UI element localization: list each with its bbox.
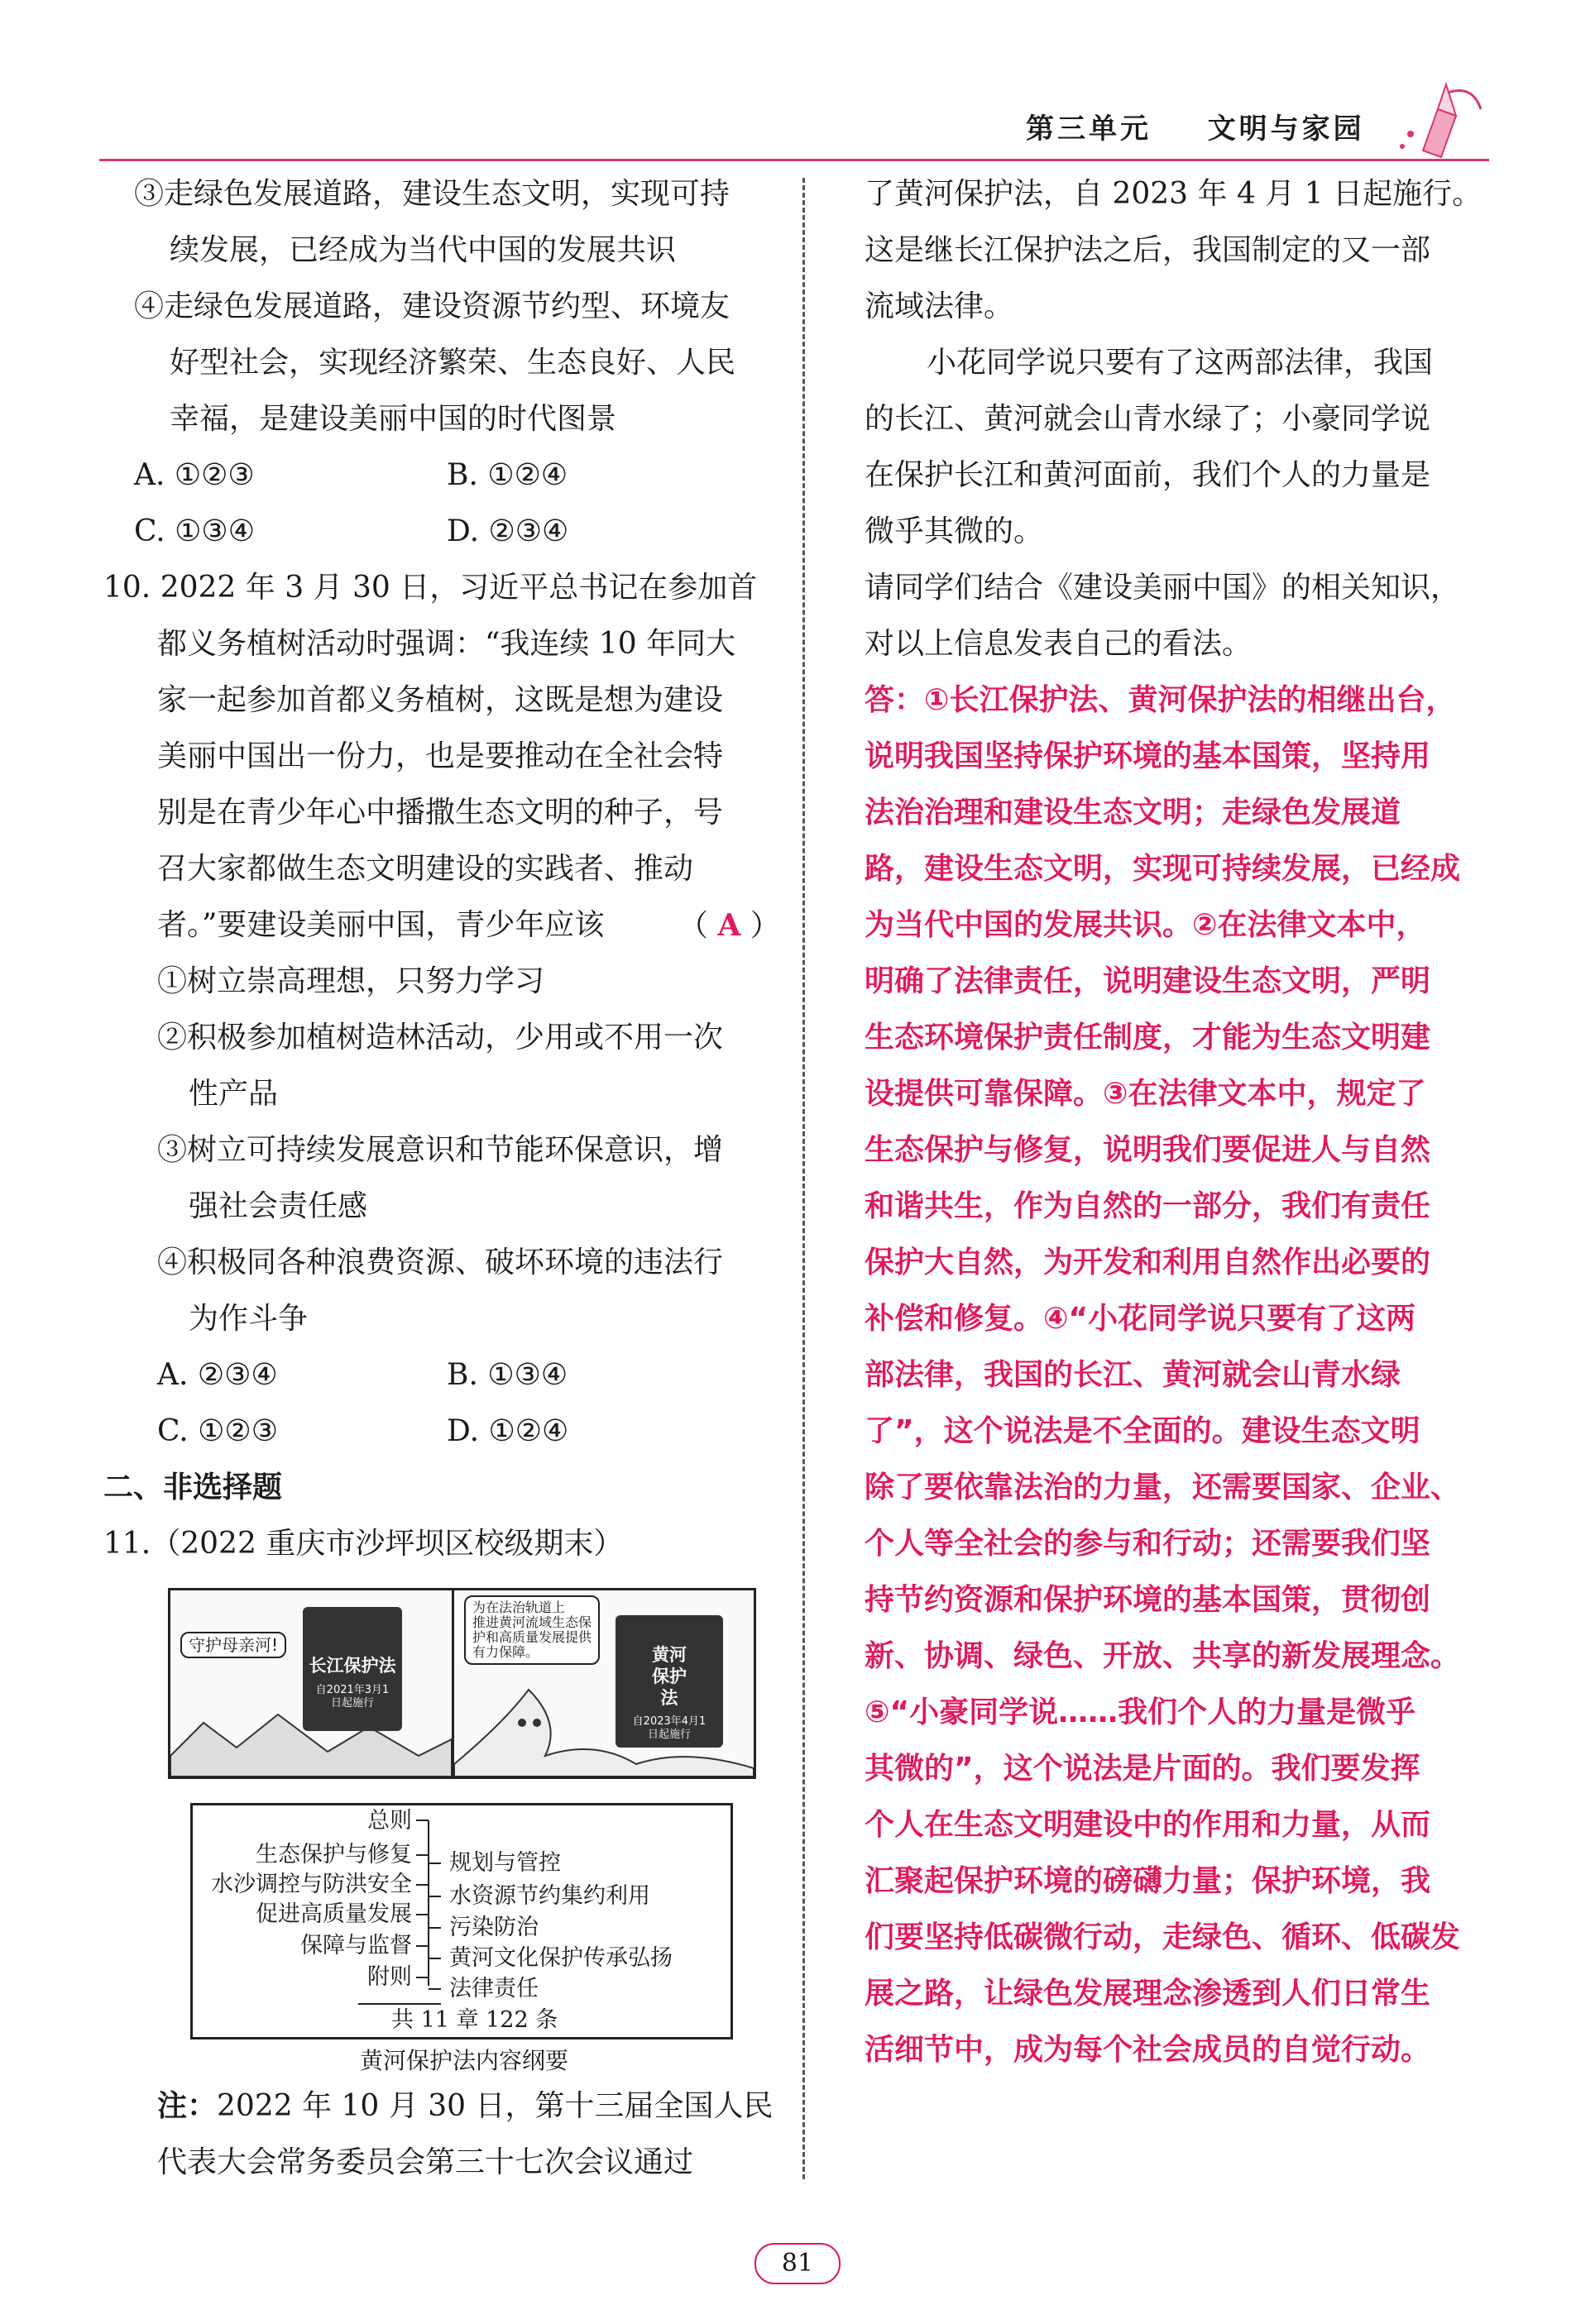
- section-heading-nonchoice: 二、非选择题: [103, 1470, 283, 1504]
- q9-option-4b: 好型社会，实现经济繁荣、生态良好、人民: [170, 346, 736, 380]
- bubble2-line-4: 有力保障。: [472, 1644, 539, 1660]
- outline-caption: 黄河保护法内容纲要: [360, 2047, 569, 2074]
- para-3: 在保护长江和黄河面前，我们个人的力量是: [865, 458, 1431, 492]
- answer-line-6: 明确了法律责任，说明建设生态文明，严明: [865, 964, 1431, 998]
- book2-date: 自2023年4月1日起施行: [632, 1715, 706, 1741]
- q10-stem-1: 10. 2022 年 3 月 30 日，习近平总书记在参加首: [103, 571, 758, 605]
- answer-line-8: 设提供可靠保障。③在法律文本中，规定了: [865, 1077, 1426, 1111]
- outline-left-4: 促进高质量发展: [256, 1901, 412, 1927]
- q10-option-3b: 强社会责任感: [189, 1189, 368, 1223]
- q10-choice-d: D. ①②④: [447, 1414, 569, 1448]
- answer-line-23: 们要坚持低碳微行动，走绿色、循环、低碳发: [865, 1920, 1461, 1954]
- answer-line-1: 答：①长江保护法、黄河保护法的相继出台，: [865, 683, 1456, 717]
- answer-line-20: 其微的”，这个说法是片面的。我们要发挥: [865, 1752, 1420, 1786]
- outline-left-6: 附则: [367, 1964, 412, 1990]
- ask-2: 对以上信息发表自己的看法。: [865, 627, 1253, 661]
- note-cont-2: 这是继长江保护法之后，我国制定的又一部: [865, 233, 1431, 267]
- book1-date: 自2021年3月1日起施行: [315, 1684, 390, 1710]
- answer-line-11: 保护大自然，为开发和利用自然作出必要的: [865, 1246, 1431, 1279]
- answer-line-16: 个人等全社会的参与和行动；还需要我们坚: [865, 1527, 1431, 1561]
- q10-stem-5: 别是在青少年心中播撒生态文明的种子，号: [157, 796, 724, 830]
- answer-line-9: 生态保护与修复，说明我们要促进人与自然: [865, 1133, 1431, 1167]
- outline-left-5: 保障与监督: [300, 1933, 412, 1958]
- outline-left-2: 生态保护与修复: [256, 1842, 412, 1867]
- answer-line-14: 了”，这个说法是不全面的。建设生态文明: [865, 1414, 1420, 1448]
- bubble2-line-3: 护和高质量发展提供: [472, 1629, 592, 1645]
- para-2: 的长江、黄河就会山青水绿了；小豪同学说: [865, 402, 1431, 436]
- column-divider: [802, 178, 805, 2179]
- q10-choice-a: A. ②③④: [157, 1358, 278, 1392]
- q10-answer: A: [717, 908, 741, 943]
- answer-line-2: 说明我国坚持保护环境的基本国策，坚持用: [865, 739, 1431, 773]
- outline-diagram: [190, 1803, 733, 2039]
- outline-total: 共 11 章 122 条: [391, 2007, 558, 2033]
- q10-choice-b: B. ①③④: [447, 1358, 568, 1392]
- answer-line-15: 除了要依靠法治的力量，还需要国家、企业、: [865, 1470, 1461, 1504]
- q10-option-2a: ②积极参加植树造林活动，少用或不用一次: [157, 1021, 724, 1054]
- outline-right-3: 污染防治: [449, 1915, 539, 1940]
- page-header: [1026, 106, 1365, 146]
- answer-line-12: 补偿和修复。④“小花同学说只要有了这两: [865, 1302, 1416, 1336]
- q11-title: 11.（2022 重庆市沙坪坝区校级期末）: [103, 1527, 624, 1561]
- speech-bubble-guard: 守护母亲河!: [180, 1632, 286, 1658]
- q9-choice-c: C. ①③④: [134, 514, 255, 548]
- page-number: 81: [754, 2243, 841, 2284]
- para-1: 小花同学说只要有了这两部法律，我国: [927, 346, 1434, 380]
- answer-line-7: 生态环境保护责任制度，才能为生态文明建: [865, 1021, 1431, 1054]
- note-text-1: 2022 年 10 月 30 日，第十三届全国人民: [217, 2089, 774, 2123]
- header-rule: [99, 159, 1489, 161]
- outline-right-4: 黄河文化保护传承弘扬: [449, 1945, 673, 1971]
- answer-line-4: 路，建设生态文明，实现可持续发展，已经成: [865, 852, 1461, 886]
- book-yellow-river-law: [615, 1615, 723, 1748]
- outline-left-1: 总则: [367, 1808, 412, 1834]
- book1-title: 长江保护法: [309, 1656, 396, 1676]
- outline-right-1: 规划与管控: [449, 1850, 561, 1876]
- book2-title: 黄河保护法: [652, 1645, 687, 1708]
- q9-choice-b: B. ①②④: [447, 458, 568, 492]
- q9-choice-d: D. ②③④: [447, 514, 569, 548]
- outline-left-3: 水沙调控与防洪安全: [211, 1872, 412, 1897]
- bubble2-line-2: 推进黄河流域生态保: [472, 1614, 592, 1630]
- q10-answer-paren: （ A ）: [678, 908, 780, 943]
- note-label: 注：: [157, 2089, 218, 2123]
- q10-option-2b: 性产品: [189, 1077, 279, 1111]
- book-yangtze-law: [303, 1607, 402, 1731]
- cartoon-illustration: [168, 1588, 756, 1779]
- answer-line-5: 为当代中国的发展共识。②在法律文本中，: [865, 908, 1426, 942]
- q10-option-1: ①树立崇高理想，只努力学习: [157, 964, 545, 998]
- q9-option-3a: ③走绿色发展道路，建设生态文明，实现可持: [134, 177, 730, 211]
- q10-option-3a: ③树立可持续发展意识和节能环保意识，增: [157, 1133, 724, 1167]
- note-cont-1: 了黄河保护法，自 2023 年 4 月 1 日起施行。: [865, 177, 1482, 211]
- para-4: 微乎其微的。: [865, 514, 1044, 548]
- answer-line-17: 持节约资源和保护环境的基本国策，贯彻创: [865, 1583, 1431, 1617]
- outline-right-2: 水资源节约集约利用: [449, 1883, 650, 1909]
- note-line-1: [157, 2090, 773, 2123]
- q10-stem-2: 都义务植树活动时强调：“我连续 10 年同大: [157, 627, 736, 661]
- q9-option-4a: ④走绿色发展道路，建设资源节约型、环境友: [134, 289, 730, 323]
- unit-label: 第三单元: [1026, 112, 1152, 146]
- q10-stem-4: 美丽中国出一份力，也是要推动在全社会特: [157, 739, 724, 773]
- ask-1: 请同学们结合《建设美丽中国》的相关知识，: [865, 571, 1461, 605]
- answer-line-10: 和谐共生，作为自然的一部分，我们有责任: [865, 1189, 1431, 1223]
- answer-line-24: 展之路，让绿色发展理念渗透到人们日常生: [865, 1977, 1431, 2011]
- outline-right-5: 法律责任: [449, 1976, 539, 2001]
- cartoon-panel-yangtze: [170, 1590, 454, 1776]
- q10-stem-7: 者。”要建设美丽中国，青少年应该: [157, 908, 605, 942]
- answer-line-19: ⑤“小豪同学说……我们个人的力量是微乎: [865, 1695, 1416, 1729]
- note-line-2: 代表大会常务委员会第三十七次会议通过: [157, 2145, 694, 2179]
- q9-choice-a: A. ①②③: [134, 458, 255, 492]
- q10-stem-3: 家一起参加首都义务植树，这既是想为建设: [157, 683, 724, 717]
- answer-line-3: 法治治理和建设生态文明；走绿色发展道: [865, 796, 1401, 830]
- answer-line-18: 新、协调、绿色、开放、共享的新发展理念。: [865, 1639, 1461, 1673]
- q10-choice-c: C. ①②③: [157, 1414, 278, 1448]
- bubble2-line-1: 为在法治轨道上: [472, 1600, 566, 1615]
- q10-option-4b: 为作斗争: [189, 1302, 309, 1336]
- answer-line-25: 活细节中，成为每个社会成员的自觉行动。: [865, 2033, 1431, 2067]
- cartoon-panel-yellow-river: [454, 1590, 754, 1776]
- unit-title: 文明与家园: [1207, 112, 1365, 146]
- speech-bubble-law: [464, 1595, 600, 1665]
- answer-line-21: 个人在生态文明建设中的作用和力量，从而: [865, 1808, 1431, 1842]
- pencil-icon: [1398, 76, 1489, 159]
- note-cont-3: 流域法律。: [865, 289, 1014, 323]
- q9-option-4c: 幸福，是建设美丽中国的时代图景: [170, 402, 617, 436]
- q10-option-4a: ④积极同各种浪费资源、破坏环境的违法行: [157, 1246, 724, 1279]
- q9-option-3b: 续发展，已经成为当代中国的发展共识: [170, 233, 677, 267]
- answer-line-13: 部法律，我国的长江、黄河就会山青水绿: [865, 1358, 1401, 1392]
- q10-stem-6: 召大家都做生态文明建设的实践者、推动: [157, 852, 694, 886]
- answer-line-22: 汇聚起保护环境的磅礴力量；保护环境，我: [865, 1864, 1431, 1898]
